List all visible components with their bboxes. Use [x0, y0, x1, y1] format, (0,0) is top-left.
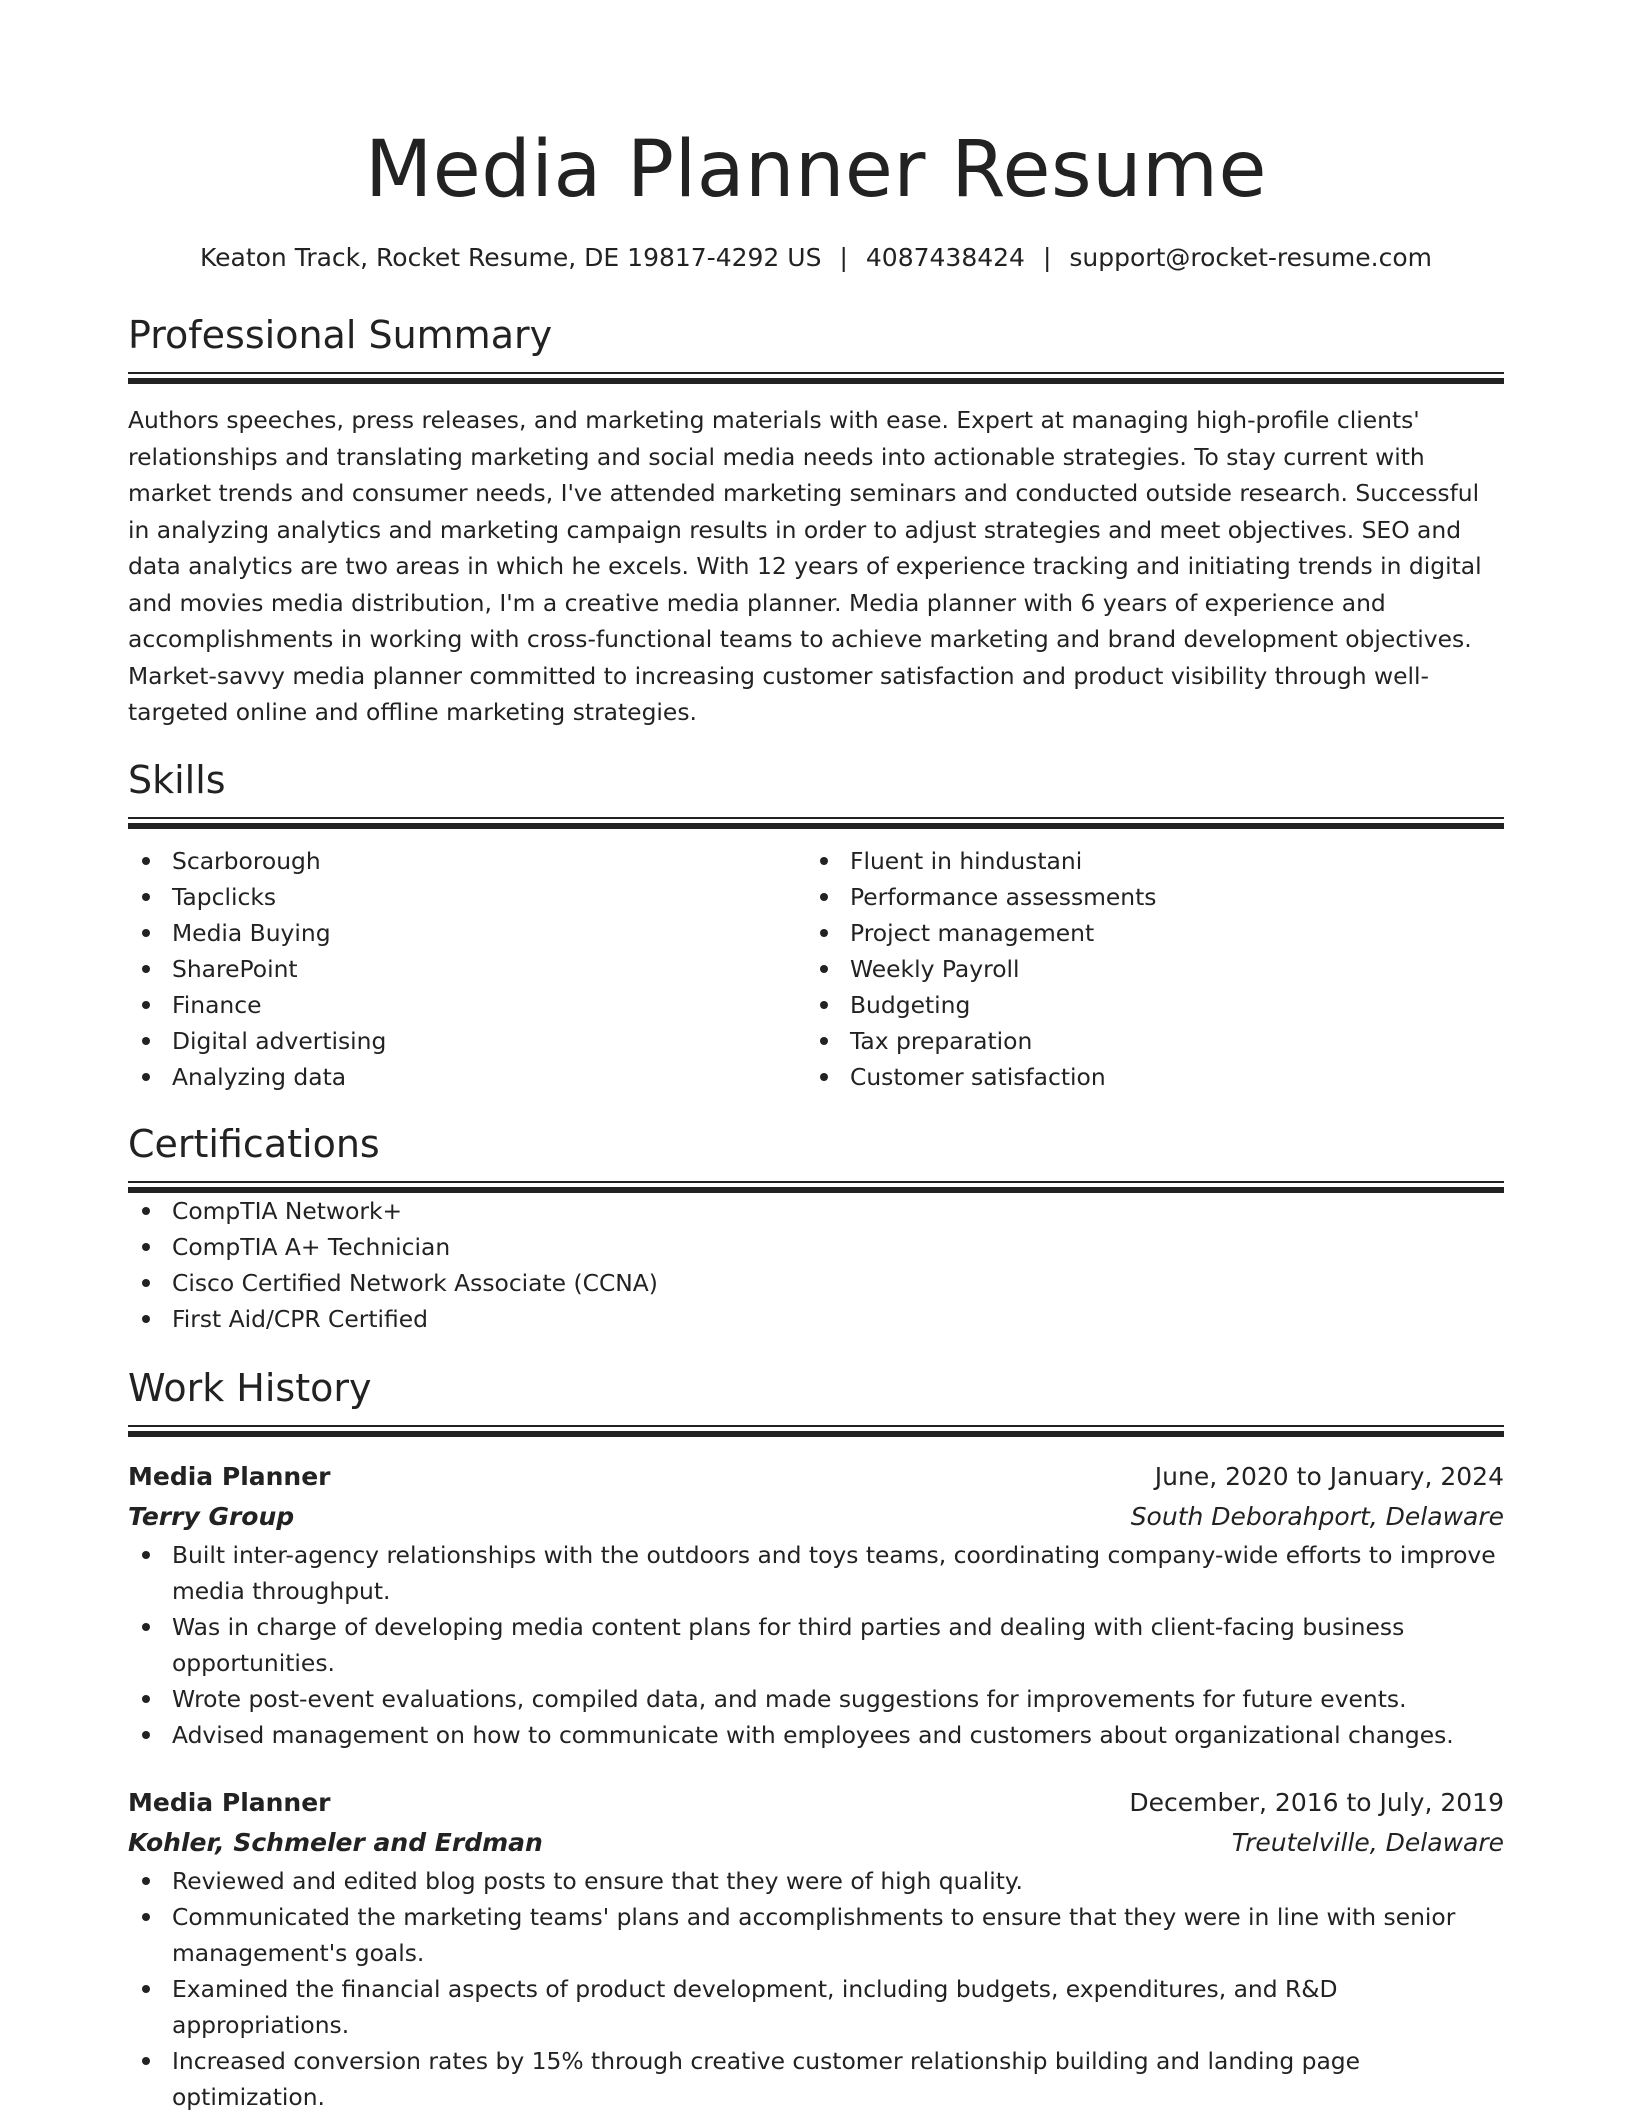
section-divider: [128, 372, 1504, 384]
bullet-icon: [142, 1037, 150, 1045]
job-bullets: [128, 1863, 1504, 2115]
job-bullet-text: Built inter-agency relationships with the outdoors and toys teams, coordinating company-wide efforts to improve media throughput.: [172, 1540, 1496, 1605]
job-dates: December, 2016 to July, 2019: [1129, 1787, 1504, 1817]
bullet-icon: [142, 1315, 150, 1323]
list-item: [128, 1899, 1504, 1971]
job-subheader-row: [128, 1497, 1504, 1537]
skill-label: Digital advertising: [172, 1026, 387, 1055]
job-title: Media Planner: [128, 1787, 331, 1817]
bullet-icon: [142, 1001, 150, 1009]
skill-label: Finance: [172, 990, 262, 1019]
bullet-icon: [142, 1695, 150, 1703]
certification-label: CompTIA Network+: [172, 1196, 403, 1225]
bullet-icon: [142, 1877, 150, 1885]
bullet-icon: [142, 1731, 150, 1739]
bullet-icon: [142, 1913, 150, 1921]
skills-heading: Skills: [128, 757, 226, 802]
certification-label: CompTIA A+ Technician: [172, 1232, 451, 1261]
bullet-icon: [142, 1985, 150, 1993]
list-item: [128, 1537, 1504, 1609]
bullet-icon: [142, 965, 150, 973]
job-bullet-text: Wrote post-event evaluations, compiled data, and made suggestions for improvements for future events.: [172, 1684, 1407, 1713]
skill-label: Project management: [850, 918, 1095, 947]
job-bullet-text: Communicated the marketing teams' plans and accomplishments to ensure that they were in line with senior management's goals.: [172, 1902, 1456, 1967]
skill-label: Customer satisfaction: [850, 1062, 1106, 1091]
skill-label: SharePoint: [172, 954, 298, 983]
certifications-list: [128, 1193, 1504, 1337]
job-entry: [128, 1783, 1504, 2115]
page-title: Media Planner Resume: [364, 125, 1267, 215]
bullet-icon: [820, 1001, 828, 1009]
list-item: [806, 1059, 1484, 1095]
skill-label: Media Buying: [172, 918, 331, 947]
list-item: [128, 987, 806, 1023]
bullet-icon: [820, 1037, 828, 1045]
work-history-heading: Work History: [128, 1365, 372, 1410]
summary-section: [128, 310, 1504, 731]
list-item: [128, 2043, 1504, 2115]
list-item: [128, 1265, 1504, 1301]
summary-text: Authors speeches, press releases, and marketing materials with ease. Expert at managing high-profile clients' relationships and translating marketing and social media needs into actionable strategies. To stay current with market trends and consumer needs, I've attended marketing seminars and conducted outside research. Successful in analyzing analytics and marketing campaign results in order to adjust strategies and meet objectives. SEO and data analytics are two areas in which he excels. With 12 years of experience tracking and initiating trends in digital and movies media distribution, I'm a creative media planner. Media planner with 6 years of experience and accomplishments in working with cross-functional teams to achieve marketing and brand development objectives. Market-savvy media planner committed to increasing customer satisfaction and product visibility through well-targeted online and offline marketing strategies.: [128, 406, 1482, 726]
list-item: [128, 1717, 1504, 1753]
skill-label: Budgeting: [850, 990, 971, 1019]
skill-label: Analyzing data: [172, 1062, 347, 1091]
contact-email: support@rocket-resume.com: [1069, 243, 1432, 272]
list-item: [806, 987, 1484, 1023]
contact-separator: |: [1042, 243, 1052, 272]
certifications-section: [128, 1119, 1504, 1337]
list-item: [128, 1059, 806, 1095]
job-bullet-text: Reviewed and edited blog posts to ensure that they were of high quality.: [172, 1866, 1023, 1895]
list-item: [128, 915, 806, 951]
skill-label: Performance assessments: [850, 882, 1157, 911]
job-company: Kohler, Schmeler and Erdman: [128, 1827, 543, 1857]
job-bullets: [128, 1537, 1504, 1753]
bullet-icon: [820, 965, 828, 973]
skills-grid: [128, 843, 1504, 1095]
list-item: [806, 915, 1484, 951]
bullet-icon: [142, 857, 150, 865]
job-subheader-row: [128, 1823, 1504, 1863]
bullet-icon: [820, 1073, 828, 1081]
list-item: [128, 1301, 1504, 1337]
list-item: [128, 1023, 806, 1059]
list-item: [128, 1609, 1504, 1681]
skill-label: Weekly Payroll: [850, 954, 1020, 983]
contact-line: [128, 240, 1504, 276]
work-history-section: [128, 1363, 1504, 2115]
contact-separator: |: [839, 243, 848, 272]
skills-column-left: [128, 843, 806, 1095]
job-dates: June, 2020 to January, 2024: [1154, 1461, 1504, 1491]
job-title: Media Planner: [128, 1461, 331, 1491]
bullet-icon: [820, 893, 828, 901]
job-header-row: [128, 1783, 1504, 1823]
skill-label: Tax preparation: [850, 1026, 1033, 1055]
list-item: [806, 1023, 1484, 1059]
skills-column-right: [806, 843, 1484, 1095]
certification-label: Cisco Certified Network Associate (CCNA): [172, 1268, 658, 1297]
job-bullet-text: Examined the financial aspects of product development, including budgets, expenditures, and R&D appropriations.: [172, 1974, 1338, 2039]
list-item: [806, 951, 1484, 987]
job-bullet-text: Increased conversion rates by 15% through creative customer relationship building and landing page optimization.: [172, 2046, 1361, 2111]
bullet-icon: [142, 1623, 150, 1631]
bullet-icon: [142, 1279, 150, 1287]
list-item: [128, 1863, 1504, 1899]
list-item: [128, 1681, 1504, 1717]
section-divider: [128, 817, 1504, 829]
bullet-icon: [142, 2057, 150, 2065]
bullet-icon: [142, 1207, 150, 1215]
section-divider: [128, 1181, 1504, 1193]
bullet-icon: [142, 1551, 150, 1559]
bullet-icon: [142, 1073, 150, 1081]
bullet-icon: [820, 929, 828, 937]
list-item: [806, 879, 1484, 915]
list-item: [128, 1193, 1504, 1229]
certifications-heading: Certifications: [128, 1121, 380, 1166]
bullet-icon: [142, 1243, 150, 1251]
certification-label: First Aid/CPR Certified: [172, 1304, 428, 1333]
skill-label: Tapclicks: [172, 882, 277, 911]
list-item: [806, 843, 1484, 879]
job-company: Terry Group: [128, 1501, 295, 1531]
summary-heading: Professional Summary: [128, 313, 553, 357]
skill-label: Scarborough: [172, 846, 321, 875]
bullet-icon: [142, 929, 150, 937]
job-bullet-text: Advised management on how to communicate with employees and customers about organizational changes.: [172, 1720, 1454, 1749]
job-header-row: [128, 1457, 1504, 1497]
contact-phone: 4087438424: [865, 243, 1025, 272]
contact-address: Keaton Track, Rocket Resume, DE 19817-4292 US: [199, 243, 822, 272]
list-item: [128, 1229, 1504, 1265]
skill-label: Fluent in hindustani: [850, 846, 1083, 875]
list-item: [128, 1971, 1504, 2043]
job-location: Treutelville, Delaware: [1231, 1827, 1504, 1857]
bullet-icon: [142, 893, 150, 901]
job-location: South Deborahport, Delaware: [1130, 1501, 1504, 1531]
list-item: [128, 951, 806, 987]
job-bullet-text: Was in charge of developing media content plans for third parties and dealing with client-facing business opportunities.: [172, 1612, 1405, 1677]
list-item: [128, 879, 806, 915]
list-item: [128, 843, 806, 879]
section-divider: [128, 1425, 1504, 1437]
job-entry: [128, 1457, 1504, 1753]
skills-section: [128, 755, 1504, 1095]
bullet-icon: [820, 857, 828, 865]
